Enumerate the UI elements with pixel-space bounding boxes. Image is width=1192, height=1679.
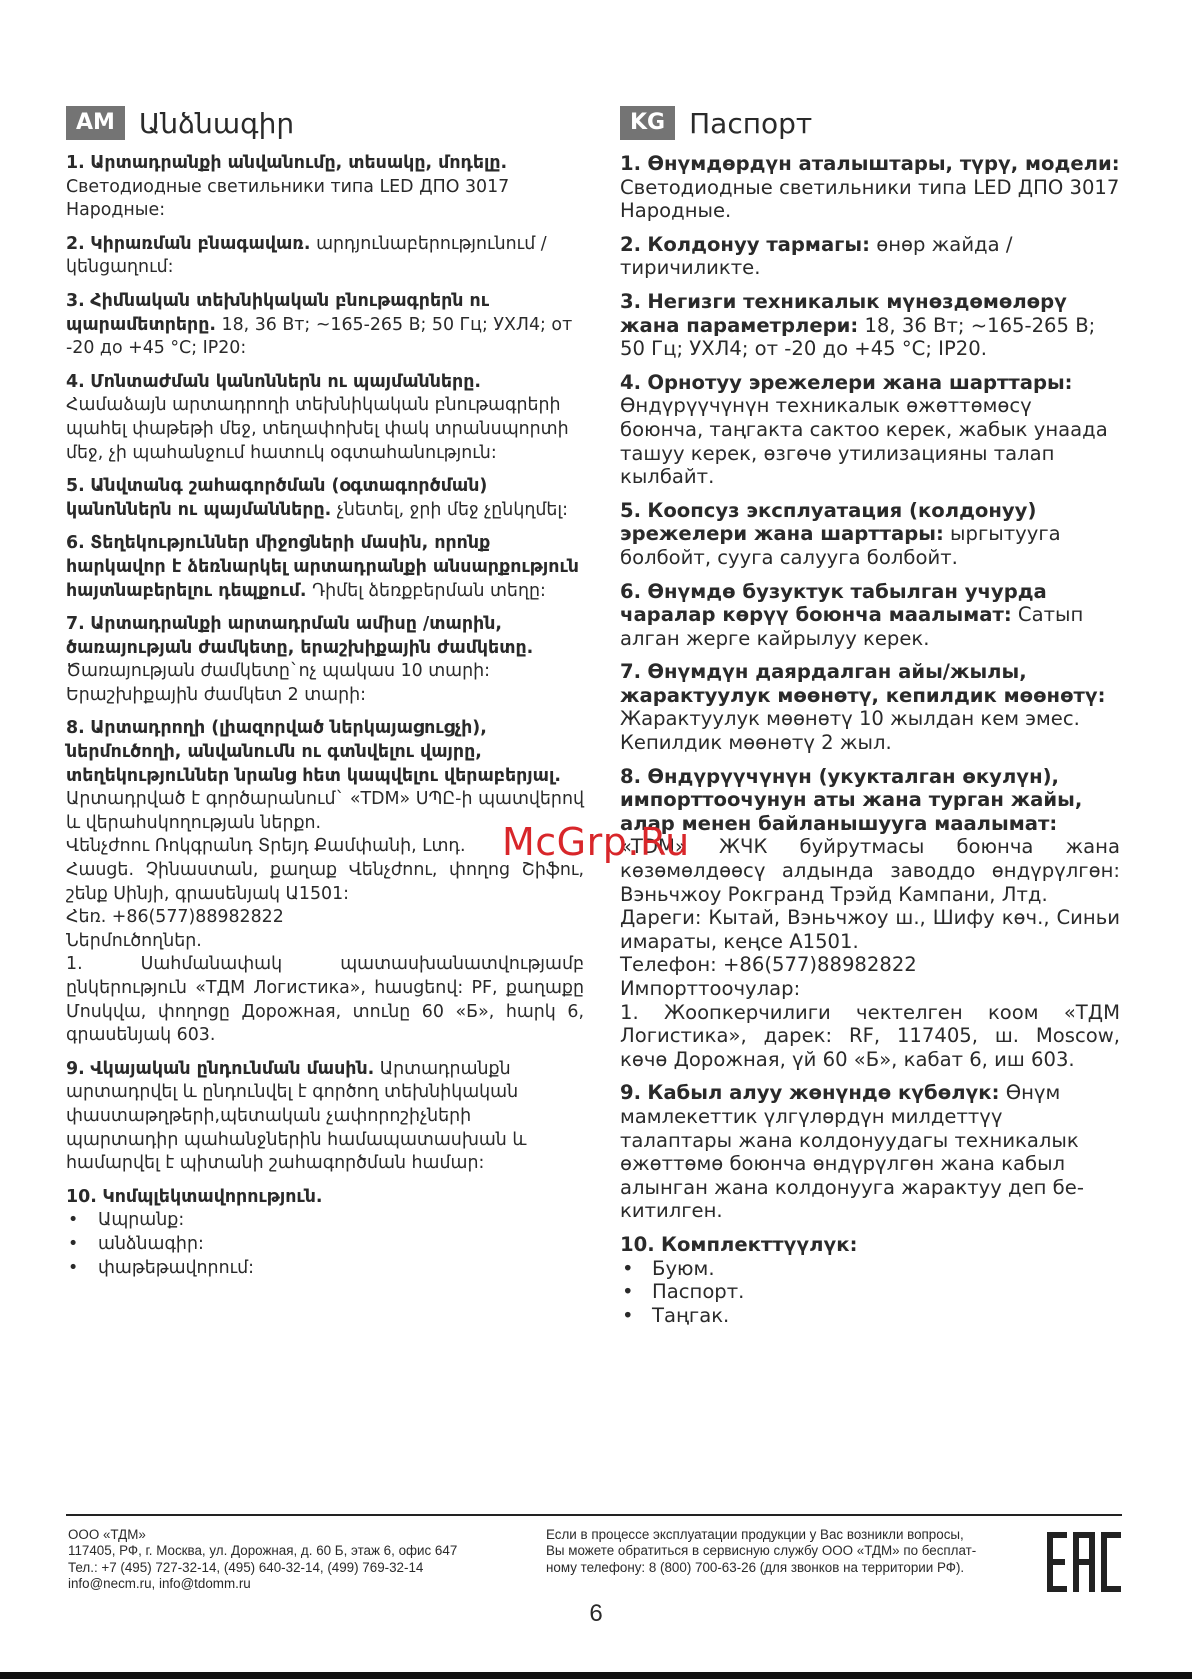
section-2 — [620, 233, 1120, 280]
armenian-column — [66, 104, 584, 1290]
section-number: 5. — [620, 498, 642, 522]
footer-line: ООО «ТДМ» — [68, 1527, 146, 1542]
section-title: Өнүмдөрдүн аталыштары, түрү, модели: — [647, 152, 1120, 175]
section-title: Արտադրանքի անվանումը, տեսակը, մոդելը. — [90, 153, 508, 173]
section-body-line: Импорттоочулар: — [620, 977, 801, 1000]
armenian-sections — [66, 152, 584, 1280]
section-heading — [620, 499, 1120, 570]
kyrgyz-title: Паспорт — [689, 106, 813, 140]
section-body: Ծառայության ժամկետը`ոչ պակաս 10 տարի: Երաշխիքային ժամկետ 2 տարի: — [66, 661, 491, 705]
section-body-line: 1. Սահմանափակ պատասխանատվությամբ ընկերություն «ТДМ Логистика», հասցեով: РF, քաղաքը Մոսկվա, փողոցը Дорожная, տունը 60 «Б», հարկ 6, գրասենյակ 603. — [66, 954, 584, 1046]
section-heading — [620, 152, 1120, 223]
footer-line: info@necm.ru, info@tdomm.ru — [68, 1576, 251, 1592]
section-body-line: Дареги: Кытай, Вэньчжоу ш., Шифу көч., Синьи имараты, кеңсе А1501. — [620, 906, 1120, 953]
section-heading — [620, 233, 1120, 280]
section-9 — [620, 1081, 1120, 1223]
section-heading — [620, 1233, 1120, 1257]
section-title: Հիմնական տեխնիկական բնութագրերն ու պարամետրերը. — [66, 290, 490, 335]
section-heading — [620, 371, 1120, 489]
section-number: 10. — [66, 1186, 97, 1207]
section-title: Колдонуу тармагы: — [647, 232, 870, 256]
armenian-header — [66, 104, 584, 142]
section-number: 8. — [620, 764, 642, 788]
section-1 — [66, 152, 584, 223]
section-body: Светодиодные светильники типа LED ДПО 3017 Народные: — [66, 176, 510, 221]
section-5 — [66, 475, 584, 522]
section-body-line: Հեռ. +86(577)88982822 — [66, 907, 284, 928]
section-number: 7. — [620, 660, 642, 684]
language-badge-am: AM — [66, 106, 125, 140]
footer-divider — [66, 1514, 1122, 1516]
section-title: Անվտանգ շահագործման (օգտագործման) կանոններն ու պայմանները. — [66, 476, 488, 520]
footer-company-info — [68, 1527, 548, 1593]
section-title: Комплекттүүлүк: — [660, 1232, 858, 1256]
section-heading — [66, 371, 584, 465]
kyrgyz-sections — [620, 152, 1120, 1327]
section-9 — [66, 1058, 584, 1176]
section-body: չնետել, ջրի մեջ չընկղմել: — [336, 499, 568, 520]
section-title: Кабыл алуу жөнүндө күбөлүк: — [647, 1081, 1000, 1105]
section-heading — [66, 475, 584, 522]
footer-line: ному телефону: 8 (800) 700-63-26 (для звонков на территории РФ). — [546, 1559, 965, 1575]
section-title: Վկայական ընդունման մասին. — [90, 1058, 375, 1079]
section-body-line: Վենչժոու Ռոկգրանդ Տրեյդ Քամփանի, Լտդ. — [66, 836, 466, 857]
section-body: Համաձայն արտադրողի տեխնիկական բնութագրերի պահել փաթեթի մեջ, տեղափոխել փակ տրանսպորտի մեջ, չի պահանջում հատուկ օգտահանություն: — [66, 395, 569, 463]
section-body: өнөр жайда / тиричиликте. — [620, 232, 1013, 280]
section-number: 5. — [66, 476, 85, 497]
section-number: 3. — [66, 290, 85, 311]
section-number: 6. — [620, 579, 642, 603]
section-body: 18, 36 Вт; ~165-265 В; 50 Гц; УХЛ4; от -20 до +45 °С; IP20: — [66, 314, 573, 359]
section-5 — [620, 499, 1120, 570]
section-number: 2. — [620, 232, 642, 256]
section-body: արդյունաբերությունում / կենցաղում: — [66, 233, 547, 278]
section-title: Տեղեկություններ միջոցների մասին, որոնք հարկավոր է ձեռնարկել արտադրանքի անսարքություն հայտնաբերելու դեպքում. — [66, 533, 579, 601]
footer-line: Если в процессе эксплуатации продукции у Вас возникли вопросы, — [546, 1527, 964, 1542]
list-item: • փաթեթավորում: — [66, 1257, 584, 1281]
section-heading — [620, 765, 1120, 836]
section-number: 6. — [66, 533, 85, 554]
bottom-edge-bar — [0, 1672, 1192, 1679]
section-heading — [66, 613, 584, 707]
section-number: 2. — [66, 233, 85, 254]
section-heading — [66, 152, 584, 223]
section-body: Өндүрүүчүнүн техникалык өжөттөмөсү боюнча, таңгакта сактоо керек, жабык унаада ташуу керек, өзгөчө утилизацияны талап кылбайт. — [620, 394, 1108, 489]
section-8 — [620, 765, 1120, 1072]
section-number: 4. — [620, 370, 642, 394]
footer-service-info — [546, 1527, 1026, 1576]
section-title: Өнүмдүн даярдалган айы/жылы, жарактуулук мөөнөтү, кепилдик мөөнөтү: — [620, 660, 1106, 707]
list-item: • Буюм. — [620, 1257, 1120, 1281]
section-4 — [66, 371, 584, 465]
section-4 — [620, 371, 1120, 489]
section-heading — [620, 1081, 1120, 1223]
list-item: • անձնագիր: — [66, 1233, 584, 1257]
section-heading — [620, 660, 1120, 754]
section-title: Արտադրողի (լիազորված ներկայացուցչի), ներմուծողի, անվանումն ու գտնվելու վայրը, տեղեկություններ նրանց հետ կապվելու վերաբերյալ. — [66, 718, 561, 786]
section-body: Сатып алган жерге кайрылуу керек. — [620, 603, 1084, 650]
section-number: 7. — [66, 614, 85, 635]
section-body: Դիմել ձեռքբերման տեղը: — [312, 580, 546, 601]
footer-line: 117405, РФ, г. Москва, ул. Дорожная, д. 60 Б, этаж 6, офис 647 — [68, 1543, 458, 1559]
section-10 — [66, 1186, 584, 1280]
footer-line: Вы можете обратиться в сервисную службу ООО «ТДМ» по бесплат- — [546, 1543, 977, 1559]
eac-mark-icon — [1045, 1530, 1123, 1594]
section-body: Светодиодные светильники типа LED ДПО 3017 Народные. — [620, 175, 1120, 223]
section-title: Орнотуу эрежелери жана шарттары: — [647, 370, 1073, 394]
section-number: 10. — [620, 1232, 655, 1256]
section-body-line: Ներմուծողներ. — [66, 930, 202, 951]
list-item: • Таңгак. — [620, 1304, 1120, 1328]
section-title: Կիրառման բնագավառ. — [90, 233, 311, 254]
section-body: Жарактуулук мөөнөтү 10 жылдан кем эмес. Кепилдик мөөнөтү 2 жыл. — [620, 707, 1080, 755]
footer-line: Тел.: +7 (495) 727-32-14, (495) 640-32-14, (499) 769-32-14 — [68, 1559, 424, 1575]
section-number: 3. — [620, 289, 642, 313]
section-6 — [620, 580, 1120, 651]
section-heading — [620, 580, 1120, 651]
section-title: Өнүмдө бузуктук табылган учурда чаралар көрүү боюнча маалымат: — [620, 579, 1047, 627]
section-heading — [66, 532, 584, 603]
kyrgyz-header — [620, 104, 1120, 142]
section-title: Մոնտաժման կանոններն ու պայմանները. — [90, 371, 481, 392]
section-heading — [66, 233, 584, 280]
section-heading — [620, 290, 1120, 361]
contents-list — [620, 1257, 1120, 1328]
section-number: 1. — [620, 152, 642, 175]
section-3 — [66, 290, 584, 361]
list-item: • Ապրանք: — [66, 1209, 584, 1233]
section-8 — [66, 717, 584, 1047]
section-title: Արտադրանքի արտադրման ամիսը /տարին, ծառայության ժամկետը, երաշխիքային ժամկետը. — [66, 614, 534, 658]
language-badge-kg: KG — [620, 106, 675, 140]
watermark: McGrp.Ru — [502, 820, 690, 864]
section-number: 9. — [620, 1081, 642, 1105]
section-body-line: Արտադրված է գործարանում` «TDM» ՍՊԸ-ի պատվերով և վերահսկողության ներքո. — [66, 789, 584, 833]
section-body: Արտադրանքն արտադրվել և ընդունվել է գործող տեխնիկական փաստաթղթերի,պետական չափորոշիչների պարտադիր պահանջներին համապատասխան և համարվել է պիտանի շահագործման համար: — [66, 1058, 527, 1174]
contents-list — [66, 1209, 584, 1280]
section-body: Өнүм мамлекеттик үлгүлөрдүн милдеттүү талаптары жана колдонуудагы техникалык өжөттөмө боюнча өндүрүлгөн жана кабыл алынган жана колдонууга жарактуу деп бе- китилген. — [620, 1081, 1084, 1223]
list-item: • Паспорт. — [620, 1280, 1120, 1304]
section-6 — [66, 532, 584, 603]
section-title: Негизги техникалык мүнөздөмөлөрү жана параметрлери: — [620, 289, 1067, 337]
section-1 — [620, 152, 1120, 223]
section-body: ыргытууга болбойт, сууга салууга болбойт. — [620, 522, 1061, 569]
section-body-line: Телефон: +86(577)88982822 — [620, 953, 917, 977]
section-7 — [620, 660, 1120, 754]
section-number: 9. — [66, 1058, 85, 1079]
section-heading — [66, 717, 584, 788]
kyrgyz-column — [620, 104, 1120, 1337]
section-10 — [620, 1233, 1120, 1327]
section-body-line: 1. Жоопкерчилиги чектелген коом «ТДМ Логистика», дарек: RF, 117405, ш. Moscow, көчө Дорожная, үй 60 «Б», кабат 6, иш 603. — [620, 1000, 1120, 1071]
armenian-title: Անձնագիր — [138, 106, 295, 140]
section-3 — [620, 290, 1120, 361]
section-heading — [66, 290, 584, 361]
section-number: 1. — [66, 153, 85, 173]
section-body-line: «TDM» ЖЧК буйрутмасы боюнча жана көзөмөлдөөсү алдында заводдо өндүрүлгөн: Вэньчжоу Рокгранд Трэйд Кампани, Лтд. — [620, 835, 1120, 906]
section-title: Կոմպլեկտավորություն. — [102, 1186, 323, 1207]
section-heading — [66, 1186, 584, 1210]
section-body-line: Հասցե. Չինաստան, քաղաք Վենչժոու, փողոց Շիֆու, շենք Սինյի, գրասենյակ Ա1501: — [66, 860, 584, 904]
section-number: 4. — [66, 371, 85, 392]
section-7 — [66, 613, 584, 707]
section-title: Өндүрүүчүнүн (укукталган өкулүн), импорттоочунун аты жана турган жайы, алар менен байланышууга маалымат: — [620, 764, 1083, 835]
section-heading — [66, 1058, 584, 1176]
section-number: 8. — [66, 718, 85, 739]
page-number: 6 — [589, 1600, 603, 1627]
section-title: Коопсуз эксплуатация (колдонуу) эрежелери жана шарттары: — [620, 498, 1037, 546]
section-body: 18, 36 Вт; ~165-265 В; 50 Гц; УХЛ4; от -20 до +45 °С; IP20. — [620, 313, 1096, 361]
section-2 — [66, 233, 584, 280]
